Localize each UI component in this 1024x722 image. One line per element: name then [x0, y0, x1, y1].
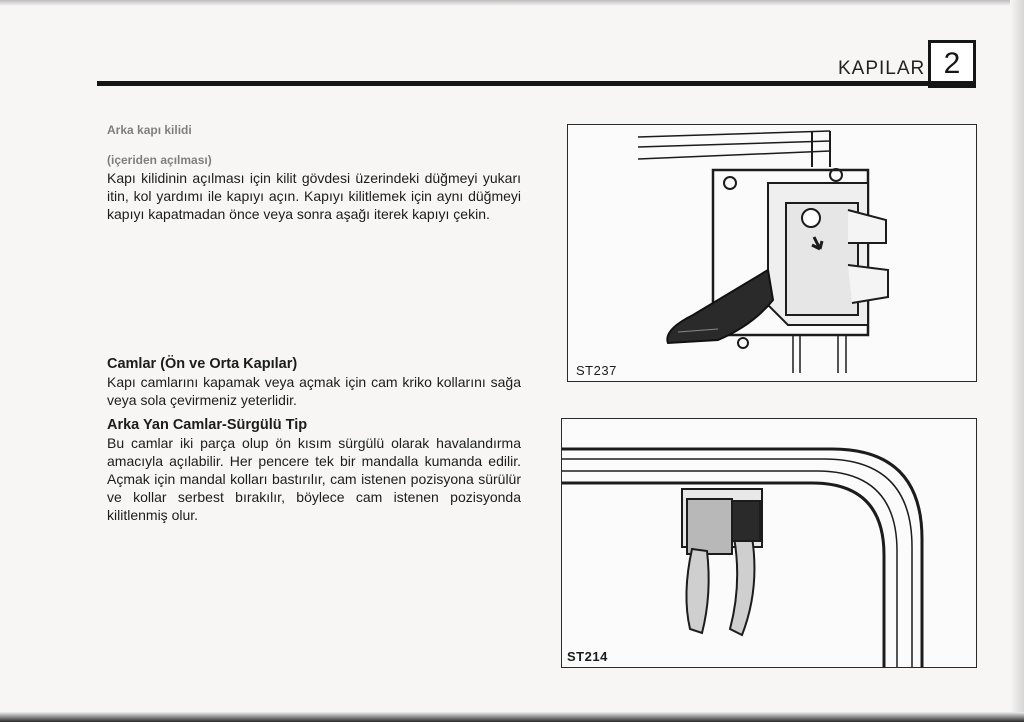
page-edge-right: [1010, 0, 1024, 722]
header-rule: [97, 81, 973, 86]
section-subheading: (içeriden açılması): [107, 153, 212, 167]
figure-label: ST237: [576, 363, 617, 378]
section-paragraph: Kapı kilidinin açılması için kilit gövdesi üzerindeki düğmeyi yukarı itin, kol yardımı ile kapıyı açın. Kapıyı kilitlemek için aynı düğmeyi kapıyı kapatmadan önce veya sonra aşağı iterek kapıyı çekin.: [107, 170, 521, 222]
section-rear-side-windows: [107, 416, 521, 524]
door-lock-illustration: [568, 125, 976, 381]
chapter-number: 2: [943, 47, 961, 80]
section-rear-door-lock: [107, 121, 521, 223]
section-paragraph: Bu camlar iki parça olup ön kısım sürgülü olarak havalandırma amacıyla açılabilir. Her pencere tek bir mandalla kumanda edilir. Açmak için mandal kolları bastırılır, cam istenen pozisyona sürülür ve kollar serbest bırakılır, böylece cam istenen pozisyonda kilitlenmiş olur.: [107, 435, 521, 523]
section-heading: Arka Yan Camlar-Sürgülü Tip: [107, 417, 308, 433]
window-latch-illustration: [562, 419, 976, 667]
section-windows: [107, 355, 521, 409]
figure-label: ST214: [567, 649, 608, 664]
section-paragraph: Kapı camlarını kapamak veya açmak için cam kriko kollarını sağa veya sola çevirmeniz yeterlidir.: [107, 374, 521, 408]
page-edge-bottom: [0, 712, 1024, 722]
chapter-title: KAPILAR: [838, 58, 926, 79]
section-heading: Camlar (Ön ve Orta Kapılar): [107, 356, 298, 372]
figure-door-lock: [567, 124, 977, 382]
section-heading: Arka kapı kilidi: [107, 123, 192, 137]
figure-window-latch: [561, 418, 977, 668]
page-edge-top: [0, 0, 1024, 6]
